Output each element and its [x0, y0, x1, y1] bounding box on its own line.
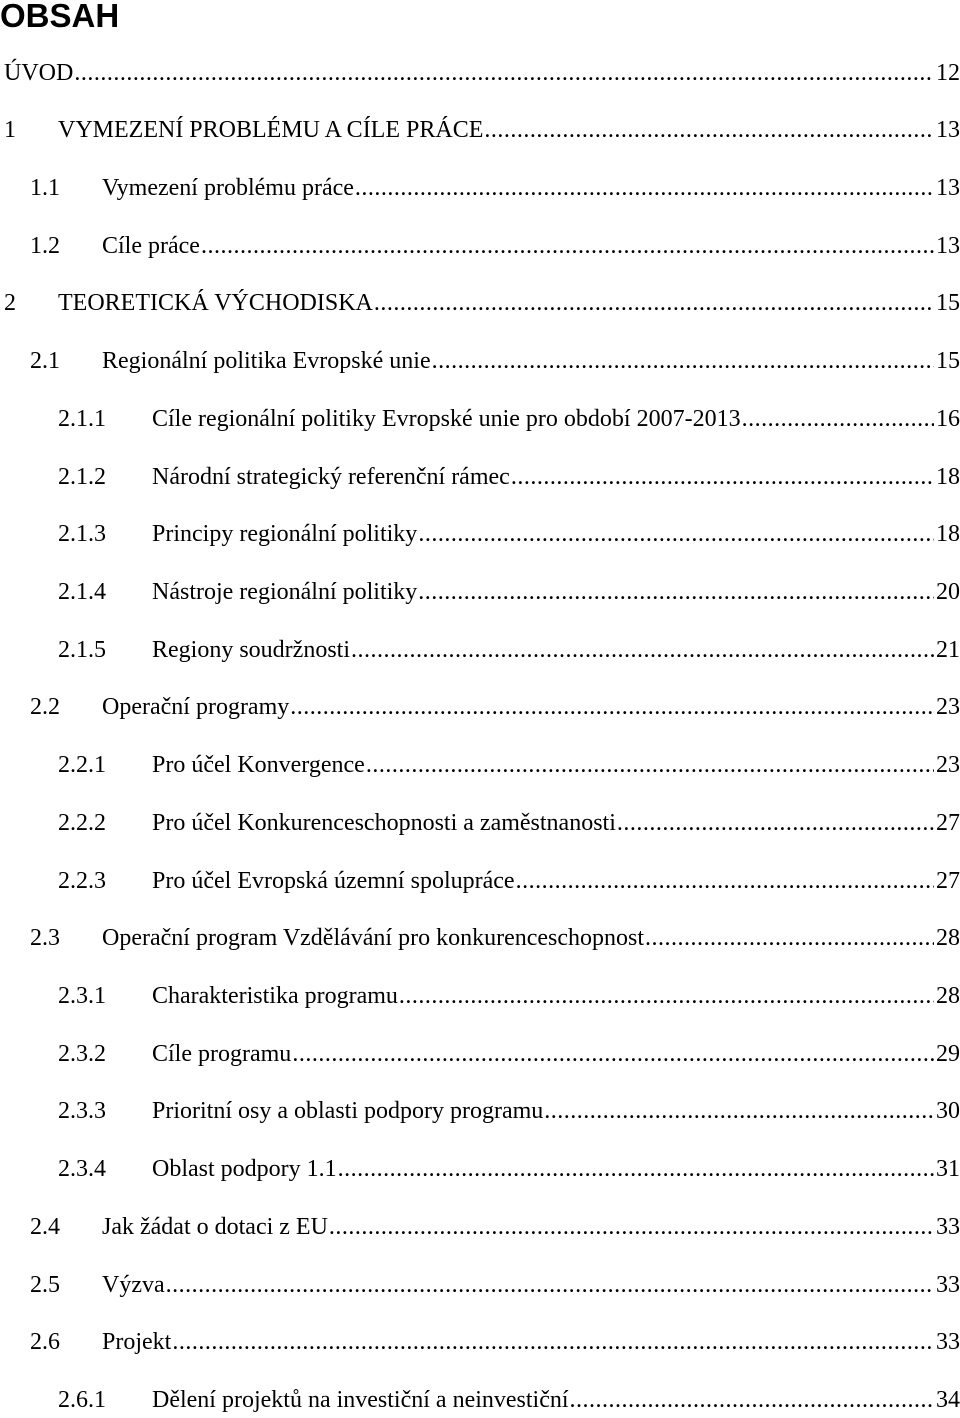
page-title: OBSAH [0, 0, 120, 34]
toc-entry-page: 13 [936, 233, 960, 259]
toc-entry-number: 1 [4, 117, 16, 143]
toc-entry-number: 2.6 [30, 1329, 60, 1355]
dot-leader [399, 979, 934, 1013]
toc-entry-2-6-1[interactable] [58, 1383, 960, 1417]
toc-entry-title: VYMEZENÍ PROBLÉMU A CÍLE PRÁCE [58, 117, 484, 143]
dot-leader [338, 1152, 934, 1186]
toc-entry-page: 28 [936, 983, 960, 1009]
toc-entry-title: Dělení projektů na investiční a neinvestiční [152, 1387, 569, 1413]
toc-entry-2-2-3[interactable] [58, 864, 960, 898]
dot-leader [516, 864, 934, 898]
toc-entry-page: 20 [936, 579, 960, 605]
dot-leader [432, 344, 934, 378]
toc-entry-page: 23 [936, 752, 960, 778]
toc-entry-2-1-2[interactable] [58, 460, 960, 494]
toc-entry-2-3-4[interactable] [58, 1152, 960, 1186]
toc-entry-number: 2.3.4 [58, 1156, 106, 1182]
dot-leader [166, 1268, 934, 1302]
dot-leader [329, 1210, 934, 1244]
toc-entry-page: 27 [936, 810, 960, 836]
toc-entry-2-2[interactable] [30, 690, 960, 724]
toc-entry-title: Charakteristika programu [152, 983, 398, 1009]
toc-entry-2-1-4[interactable] [58, 575, 960, 609]
toc-entry-title: Cíle práce [102, 233, 200, 259]
toc-entry-number: 2.1.1 [58, 406, 106, 432]
dot-leader [617, 806, 934, 840]
toc-entry-page: 13 [936, 117, 960, 143]
toc-entry-title: Regiony soudržnosti [152, 637, 350, 663]
toc-entry-2-1-5[interactable] [58, 633, 960, 667]
dot-leader [290, 690, 934, 724]
toc-entry-title: Pro účel Konvergence [152, 752, 365, 778]
toc-entry-number: 2.3 [30, 925, 60, 951]
toc-entry-2-1-3[interactable] [58, 517, 960, 551]
dot-leader [172, 1325, 934, 1359]
dot-leader [484, 113, 934, 147]
toc-entry-2-3[interactable] [30, 921, 960, 955]
toc-entry-page: 27 [936, 868, 960, 894]
toc-entry-title: Principy regionální politiky [152, 521, 418, 547]
toc-entry-page: 15 [936, 348, 960, 374]
dot-leader [742, 402, 934, 436]
toc-entry-page: 15 [936, 290, 960, 316]
toc-entry-page: 18 [936, 521, 960, 547]
toc-entry-number: 2.4 [30, 1214, 60, 1240]
toc-entry-number: 2.1.5 [58, 637, 106, 663]
toc-entry-page: 13 [936, 175, 960, 201]
toc-entry-number: 1.1 [30, 175, 60, 201]
toc-entry-2-2-2[interactable] [58, 806, 960, 840]
dot-leader [355, 171, 934, 205]
toc-entry-number: 2.2.3 [58, 868, 106, 894]
toc-entry-number: 2.1 [30, 348, 60, 374]
dot-leader [418, 575, 934, 609]
toc-entry-number: 2.2.2 [58, 810, 106, 836]
toc-entry-2-1[interactable] [30, 344, 960, 378]
toc-entry-page: 33 [936, 1329, 960, 1355]
dot-leader [351, 633, 934, 667]
toc-entry-title: Oblast podpory 1.1 [152, 1156, 337, 1182]
toc-entry-number: 2.2 [30, 694, 60, 720]
toc-entry-page: 16 [936, 406, 960, 432]
toc-entry-2-3-2[interactable] [58, 1037, 960, 1071]
toc-entry-2-3-1[interactable] [58, 979, 960, 1013]
toc-entry-2-1-1[interactable] [58, 402, 960, 436]
toc-entry-page: 28 [936, 925, 960, 951]
toc-entry-page: 30 [936, 1098, 960, 1124]
toc-entry-number: 2.3.2 [58, 1041, 106, 1067]
toc-entry-page: 29 [936, 1041, 960, 1067]
dot-leader [201, 229, 934, 263]
toc-entry-title: Operační programy [102, 694, 290, 720]
toc-entry-title: Pro účel Evropská územní spolupráce [152, 868, 515, 894]
toc-entry-page: 31 [936, 1156, 960, 1182]
toc-entry-title: Cíle programu [152, 1041, 292, 1067]
toc-entry-title: Prioritní osy a oblasti podpory programu [152, 1098, 544, 1124]
toc-entry-title: Jak žádat o dotaci z EU [102, 1214, 328, 1240]
toc-entry-title: Národní strategický referenční rámec [152, 464, 510, 490]
toc-entry-1-2[interactable] [30, 229, 960, 263]
dot-leader [418, 517, 934, 551]
toc-entry-2-4[interactable] [30, 1210, 960, 1244]
toc-entry-number: 2.1.3 [58, 521, 106, 547]
dot-leader [511, 460, 934, 494]
toc-entry-number: 2.3.3 [58, 1098, 106, 1124]
toc-entry-2-3-3[interactable] [58, 1094, 960, 1128]
dot-leader [366, 748, 934, 782]
toc-entry-number: 2.2.1 [58, 752, 106, 778]
toc-entry-2-5[interactable] [30, 1268, 960, 1302]
toc-entry-title: Nástroje regionální politiky [152, 579, 418, 605]
toc-entry-number: 2.1.2 [58, 464, 106, 490]
toc-entry-title: ÚVOD [4, 60, 74, 86]
dot-leader [292, 1037, 934, 1071]
toc-entry-page: 12 [936, 60, 960, 86]
dot-leader [374, 286, 934, 320]
toc-entry-number: 2 [4, 290, 16, 316]
toc-entry-2[interactable] [4, 286, 960, 320]
toc-entry-title: Pro účel Konkurenceschopnosti a zaměstnanosti [152, 810, 616, 836]
toc-entry-title: Vymezení problému práce [102, 175, 354, 201]
toc-entry-number: 2.6.1 [58, 1387, 106, 1413]
toc-entry-1[interactable] [4, 113, 960, 147]
dot-leader [645, 921, 934, 955]
toc-entry-uvod[interactable] [4, 56, 960, 90]
toc-entry-title: Projekt [102, 1329, 172, 1355]
dot-leader [570, 1383, 934, 1417]
toc-entry-title: Cíle regionální politiky Evropské unie pro období 2007-2013 [152, 406, 741, 432]
toc-entry-2-6[interactable] [30, 1325, 960, 1359]
toc-entry-title: Výzva [102, 1272, 165, 1298]
toc-entry-title: TEORETICKÁ VÝCHODISKA [58, 290, 373, 316]
toc-entry-page: 34 [936, 1387, 960, 1413]
toc-entry-title: Operační program Vzdělávání pro konkurenceschopnost [102, 925, 645, 951]
toc-entry-page: 23 [936, 694, 960, 720]
toc-entry-page: 33 [936, 1214, 960, 1240]
toc-entry-title: Regionální politika Evropské unie [102, 348, 431, 374]
toc-entry-page: 21 [936, 637, 960, 663]
dot-leader [544, 1094, 934, 1128]
toc-entry-page: 33 [936, 1272, 960, 1298]
toc-entry-number: 1.2 [30, 233, 60, 259]
dot-leader [74, 56, 934, 90]
toc-entry-page: 18 [936, 464, 960, 490]
toc-entry-number: 2.5 [30, 1272, 60, 1298]
toc-entry-number: 2.3.1 [58, 983, 106, 1009]
toc-entry-1-1[interactable] [30, 171, 960, 205]
toc-entry-number: 2.1.4 [58, 579, 106, 605]
toc-entry-2-2-1[interactable] [58, 748, 960, 782]
